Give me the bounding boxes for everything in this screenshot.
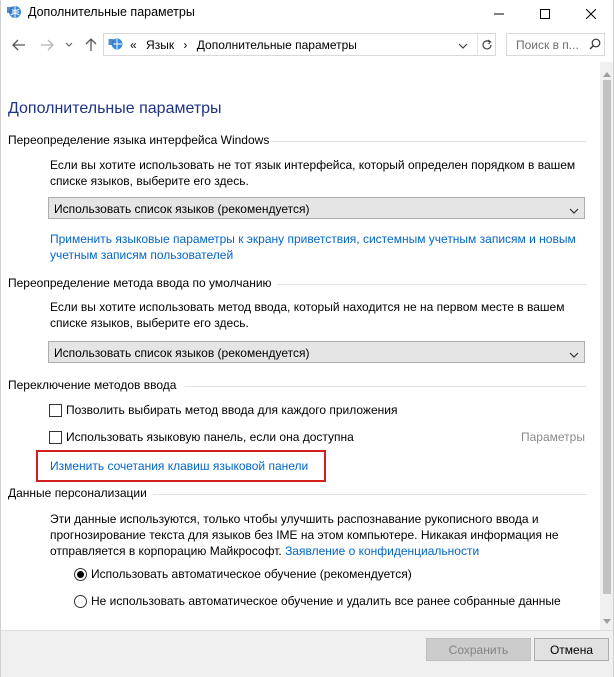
change-hotkeys-link[interactable]: Изменить сочетания клавиш языковой панели [50,459,309,473]
chevron-down-icon [569,348,579,362]
breadcrumb [130,38,363,52]
save-button[interactable]: Сохранить [426,638,531,661]
maximize-button[interactable] [522,0,568,28]
section-divider [277,284,587,285]
breadcrumb-overflow[interactable]: « [130,38,137,52]
per-app-input-label[interactable]: Позволить выбирать метод ввода для каждого приложения [66,403,398,417]
privacy-statement-link[interactable]: Заявление о конфиденциальности [285,544,480,558]
section-divider [185,386,587,387]
back-button[interactable] [10,36,28,54]
per-app-input-checkbox[interactable] [49,404,62,417]
vertical-scrollbar[interactable] [600,62,614,630]
section-heading-switching: Переключение методов ввода [8,378,177,392]
section-heading-input-method: Переопределение метода ввода по умолчанию [8,276,272,290]
apply-to-welcome-screen-link[interactable]: Применить языковые параметры к экрану приветствия, системным учетным записям и новым учетным записям пользователей [50,232,576,262]
section-heading-personalization: Данные персонализации [8,486,147,500]
ui-language-select[interactable] [48,197,585,219]
auto-learning-off-label[interactable]: Не использовать автоматическое обучение и удалить все ранее собранные данные [91,594,561,608]
scroll-down-icon[interactable] [603,614,611,628]
recent-locations-chevron-icon[interactable] [63,36,75,54]
minimize-button[interactable] [476,0,522,28]
input-method-description: Если вы хотите использовать метод ввода, который находится не на первом месте в вашем списке языков, выберите его здесь. [50,300,565,330]
refresh-icon [481,39,493,51]
main-content [0,62,600,630]
auto-learning-on-radio[interactable] [74,568,87,581]
footer-bar [0,630,614,677]
chevron-down-icon [569,204,579,218]
section-divider [272,141,587,142]
breadcrumb-item-language[interactable]: Язык [146,38,175,52]
language-bar-label[interactable]: Использовать языковую панель, если она доступна [66,430,354,444]
cancel-button[interactable]: Отмена [534,638,609,661]
auto-learning-on-label[interactable]: Использовать автоматическое обучение (рекомендуется) [91,567,412,581]
input-method-select[interactable] [48,341,585,363]
input-method-select-value: Использовать список языков (рекомендуется) [54,346,310,360]
refresh-button[interactable] [477,34,496,55]
breadcrumb-item-advanced[interactable]: Дополнительные параметры [196,38,357,52]
up-button[interactable] [83,36,99,54]
page-title: Дополнительные параметры [8,100,222,117]
window-border [0,0,1,677]
scroll-up-icon[interactable] [603,66,611,80]
language-bar-checkbox[interactable] [49,431,62,444]
address-dropdown-icon[interactable] [458,39,468,53]
ui-language-description: Если вы хотите использовать не тот язык интерфейса, который определен порядком в вашем списке языков, выберите его здесь. [50,158,576,188]
control-panel-icon [6,4,22,20]
personalization-description [50,511,570,559]
personalization-description-text: Эти данные используются, только чтобы улучшить распознавание рукописного ввода и прогнозирование текста для языков без IME на этом компьютере. Никакая информация не отправляется в корпорацию Майкрософт. [50,512,559,558]
language-bar-options-link: Параметры [521,430,585,444]
close-button[interactable] [568,0,614,28]
breadcrumb-separator-icon: › [183,38,188,52]
control-panel-small-icon [108,37,124,54]
auto-learning-off-radio[interactable] [74,595,87,608]
scrollbar-thumb[interactable] [603,80,611,594]
address-box[interactable] [103,33,496,56]
section-divider [153,494,587,495]
search-input[interactable] [506,33,605,56]
window-title: Дополнительные параметры [28,5,195,19]
forward-button[interactable] [38,36,56,54]
title-bar [0,0,614,28]
ui-language-select-value: Использовать список языков (рекомендуется) [54,202,310,216]
section-heading-ui-language: Переопределение языка интерфейса Windows [8,133,270,147]
search-icon[interactable] [589,38,601,53]
search-placeholder: Поиск в п... [516,38,579,52]
